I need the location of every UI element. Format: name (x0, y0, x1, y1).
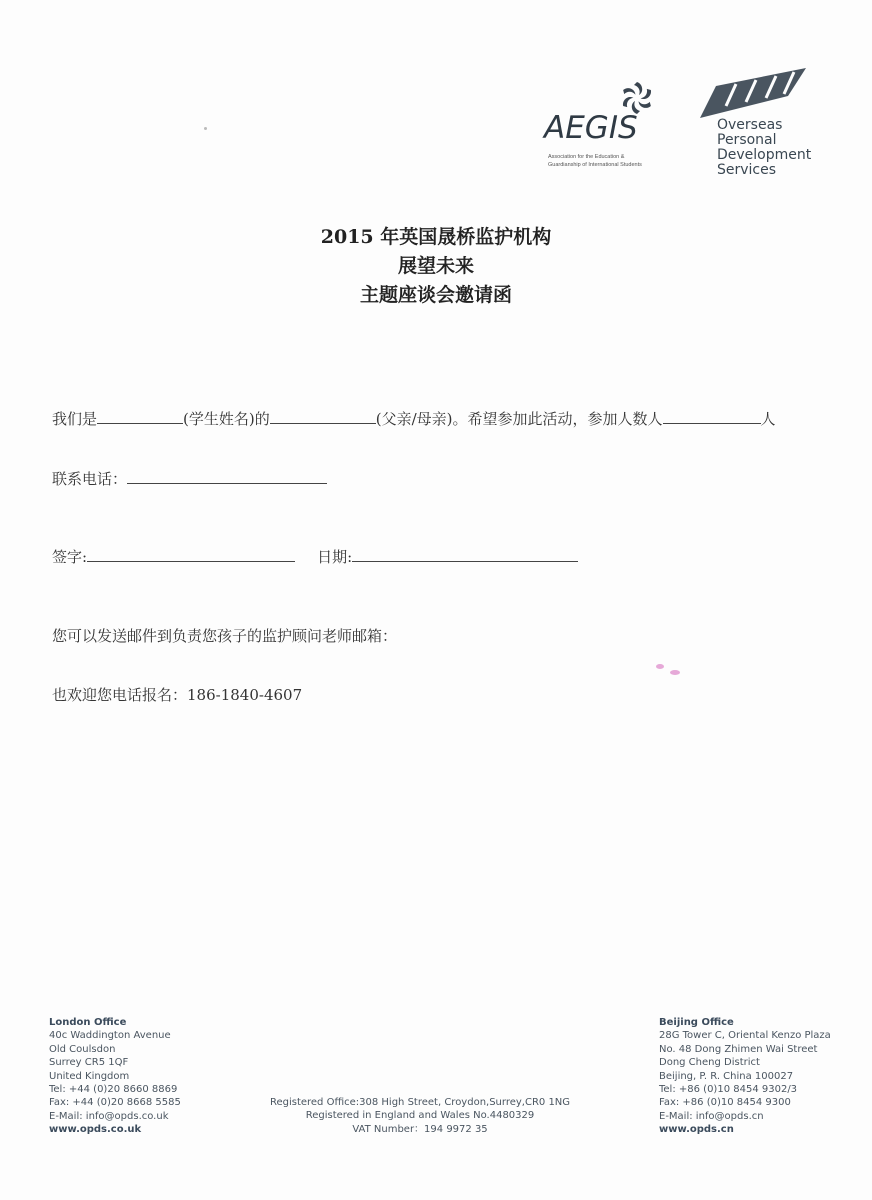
address-line: Dong Cheng District (659, 1057, 760, 1069)
invitation-title: 2015 年英国晟桥监护机构 (320, 226, 552, 248)
attendee-row (52, 408, 776, 429)
scan-speck (204, 127, 207, 130)
signature-label: 签字: (52, 548, 88, 566)
email-line: E-Mail: info@opds.co.uk (49, 1110, 169, 1122)
email-line: E-Mail: info@opds.cn (659, 1110, 764, 1122)
date-label: 日期: (317, 548, 353, 566)
aegis-tagline-line: Guardianship of International Students (548, 162, 642, 168)
vat-line: VAT Number：194 9972 35 (352, 1123, 488, 1135)
tel-line: Tel: +44 (0)20 8660 8869 (49, 1084, 178, 1096)
phone-note: 也欢迎您电话报名：186-1840-4607 (52, 686, 303, 704)
address-line: 40c Waddington Avenue (49, 1030, 171, 1042)
address-line: 28G Tower C, Oriental Kenzo Plaza (659, 1030, 831, 1042)
registered-office-block (250, 1096, 590, 1136)
fax-line: Fax: +86 (0)10 8454 9300 (659, 1097, 791, 1109)
beijing-office-block (659, 1016, 831, 1137)
opds-logo-line: Development (717, 147, 812, 163)
tel-line: Tel: +86 (0)10 8454 9302/3 (659, 1084, 798, 1096)
aegis-logo-text: AEGIS (544, 110, 638, 146)
opds-logo-line: Services (717, 162, 777, 178)
date-blank[interactable] (352, 547, 578, 562)
invitation-subtitle: 展望未来 (397, 255, 474, 277)
address-line: United Kingdom (49, 1070, 130, 1082)
registered-line: Registered in England and Wales No.4480329 (305, 1110, 535, 1122)
scan-speck (670, 670, 680, 675)
opds-logo-text (717, 118, 811, 178)
row-text: (学生姓名)的 (183, 410, 270, 428)
signature-blank[interactable] (87, 547, 295, 562)
row-text: (父亲/母亲)。希望参加此活动，参加人数人 (375, 410, 663, 428)
invitation-heading: 主题座谈会邀请函 (359, 284, 512, 306)
signature-row (52, 546, 578, 567)
address-line: Beijing, P. R. China 100027 (659, 1070, 794, 1082)
london-web: www.opds.co.uk (49, 1124, 142, 1136)
scan-speck (656, 664, 664, 669)
phone-label: 联系电话： (52, 470, 128, 488)
parent-name-blank[interactable] (270, 409, 376, 424)
row-text: 人 (760, 410, 776, 428)
opds-roof-icon (698, 66, 810, 120)
beijing-web: www.opds.cn (659, 1124, 734, 1136)
student-name-blank[interactable] (97, 409, 183, 424)
address-line: Old Coulsdon (49, 1043, 116, 1055)
row-text: 我们是 (52, 410, 98, 428)
aegis-tagline-line: Association for the Education & (548, 154, 625, 160)
phone-row (52, 468, 327, 489)
phone-blank[interactable] (127, 469, 327, 484)
aegis-tagline (548, 153, 668, 169)
email-note: 您可以发送邮件到负责您孩子的监护顾问老师邮箱： (52, 627, 398, 645)
opds-logo-line: Personal (717, 132, 777, 148)
attendee-count-blank[interactable] (663, 409, 761, 424)
beijing-heading: Beijing Office (659, 1017, 734, 1028)
registered-line: Registered Office:308 High Street, Croydon,Surrey,CR0 1NG (269, 1097, 571, 1108)
address-line: No. 48 Dong Zhimen Wai Street (659, 1043, 818, 1055)
london-office-block (49, 1016, 181, 1137)
fax-line: Fax: +44 (0)20 8668 5585 (49, 1097, 181, 1109)
address-line: Surrey CR5 1QF (49, 1057, 129, 1069)
opds-logo-line: Overseas (717, 117, 783, 133)
london-heading: London Office (49, 1017, 127, 1028)
